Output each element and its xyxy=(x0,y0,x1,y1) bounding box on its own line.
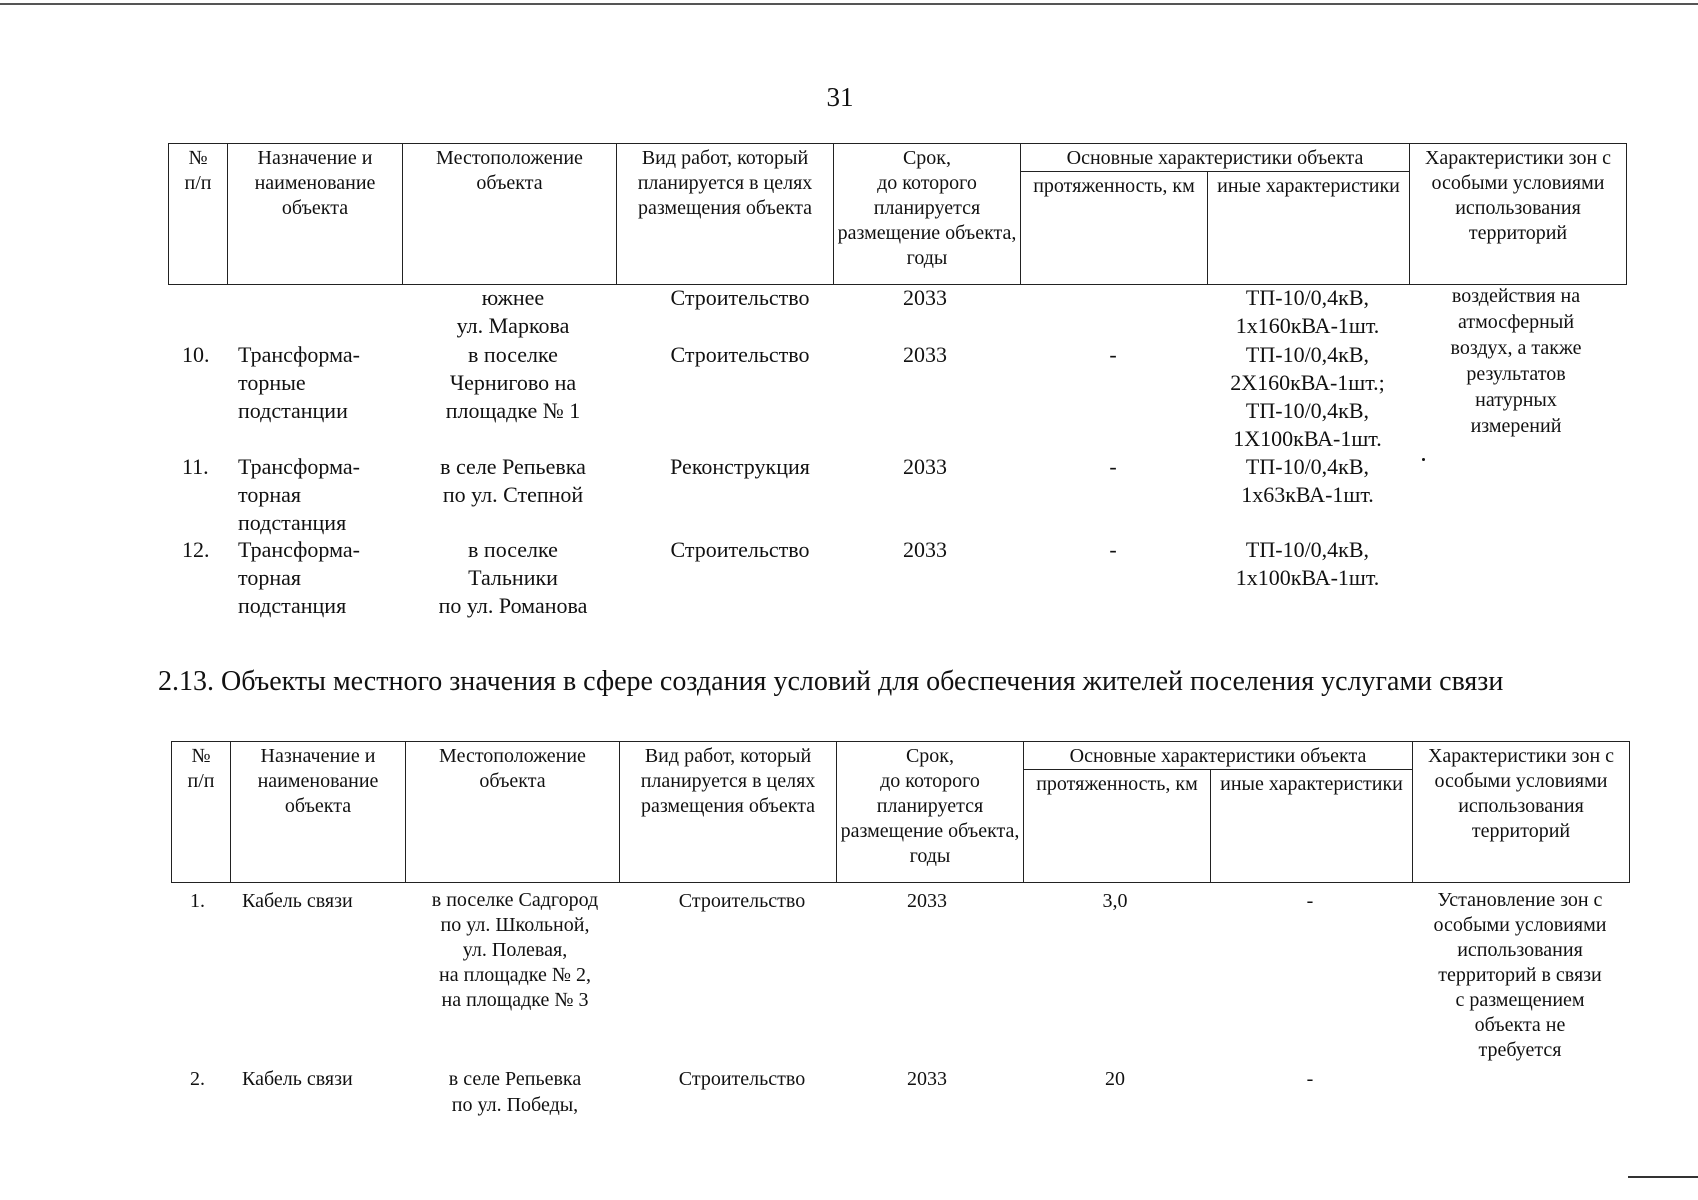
header-work-type: Вид работ, который планируется в целях размещения объекта xyxy=(620,742,837,883)
header-zones: Характеристики зон с особыми условиями использования территорий xyxy=(1410,144,1627,285)
cell-term: 2033 xyxy=(907,890,947,912)
header-term: Срок, до которого планируется размещение объекта, годы xyxy=(834,144,1021,285)
cell-length: - xyxy=(1109,454,1117,479)
cell-length: - xyxy=(1109,342,1117,367)
header-length: протяженность, км xyxy=(1024,770,1211,883)
cell-work-type: Строительство xyxy=(678,1068,806,1090)
header-num: № п/п xyxy=(172,742,231,883)
page-number: 31 xyxy=(826,82,854,112)
header-name: Назначение и наименование объекта xyxy=(231,742,406,883)
cell-other-chars: - xyxy=(1306,890,1314,912)
cell-location: южнее ул. Маркова xyxy=(456,285,570,338)
cell-zones: воздействия на атмосферный воздух, а также результатов натурных измерений xyxy=(1450,285,1582,437)
cell-work-type: Строительство xyxy=(678,890,806,912)
stray-dot xyxy=(1422,458,1425,461)
cell-term: 2033 xyxy=(903,537,947,562)
header-num: № п/п xyxy=(169,144,228,285)
cell-work-type: Строительство xyxy=(670,285,810,310)
header-other-chars: иные характеристики xyxy=(1208,172,1410,285)
header-other-chars: иные характеристики xyxy=(1211,770,1413,883)
header-location: Местоположение объекта xyxy=(406,742,620,883)
table2-header xyxy=(171,741,1630,883)
header-length: протяженность, км xyxy=(1021,172,1208,285)
cell-length: 3,0 xyxy=(1102,890,1128,912)
page-bottom-rule xyxy=(1628,1176,1698,1178)
cell-term: 2033 xyxy=(903,454,947,479)
cell-zones: Установление зон с особыми условиями использования территорий в связи с размещением объекта не требуется xyxy=(1433,889,1607,1061)
header-main-chars: Основные характеристики объекта xyxy=(1024,742,1413,770)
cell-name: Трансформа- торные подстанции xyxy=(238,342,360,423)
cell-num: 1. xyxy=(190,890,205,912)
cell-num: 12. xyxy=(182,537,210,562)
cell-name: Трансформа- торная подстанция xyxy=(238,454,360,535)
header-term: Срок, до которого планируется размещение объекта, годы xyxy=(837,742,1024,883)
cell-name: Кабель связи xyxy=(242,1068,353,1090)
cell-location: в поселке Садгород по ул. Школьной, ул. Полевая, на площадке № 2, на площадке № 3 xyxy=(431,889,599,1011)
cell-name: Трансформа- торная подстанция xyxy=(238,537,360,618)
cell-location: в поселке Чернигово на площадке № 1 xyxy=(445,342,581,423)
cell-location: в поселке Тальники по ул. Романова xyxy=(438,537,588,618)
cell-other-chars: ТП-10/0,4кВ, 1х63кВА-1шт. xyxy=(1241,454,1374,507)
cell-other-chars: ТП-10/0,4кВ, 1х160кВА-1шт. xyxy=(1235,285,1380,338)
cell-length: - xyxy=(1109,537,1117,562)
cell-name: Кабель связи xyxy=(242,890,353,912)
cell-location: в селе Репьевка по ул. Степной xyxy=(440,454,586,507)
cell-other-chars: - xyxy=(1306,1068,1314,1090)
cell-length: 20 xyxy=(1105,1068,1125,1090)
header-work-type: Вид работ, который планируется в целях размещения объекта xyxy=(617,144,834,285)
header-zones: Характеристики зон с особыми условиями использования территорий xyxy=(1413,742,1630,883)
table1-header xyxy=(168,143,1627,285)
page-top-border xyxy=(0,3,1698,5)
header-main-chars: Основные характеристики объекта xyxy=(1021,144,1410,172)
cell-term: 2033 xyxy=(903,285,947,310)
cell-other-chars: ТП-10/0,4кВ, 1х100кВА-1шт. xyxy=(1235,537,1380,590)
cell-num: 2. xyxy=(190,1068,205,1090)
cell-work-type: Реконструкция xyxy=(670,454,810,479)
cell-num: 10. xyxy=(182,342,210,367)
cell-location: в селе Репьевка по ул. Победы, xyxy=(448,1068,582,1116)
cell-work-type: Строительство xyxy=(670,342,810,367)
cell-term: 2033 xyxy=(903,342,947,367)
cell-other-chars: ТП-10/0,4кВ, 2Х160кВА-1шт.; ТП-10/0,4кВ, 1Х100кВА-1шт. xyxy=(1230,342,1385,451)
header-name: Назначение и наименование объекта xyxy=(228,144,403,285)
cell-term: 2033 xyxy=(907,1068,947,1090)
section-title: 2.13. Объекты местного значения в сфере создания условий для обеспечения жителей поселения услугами связи xyxy=(158,666,1504,697)
cell-num: 11. xyxy=(182,454,209,479)
header-location: Местоположение объекта xyxy=(403,144,617,285)
cell-work-type: Строительство xyxy=(670,537,810,562)
